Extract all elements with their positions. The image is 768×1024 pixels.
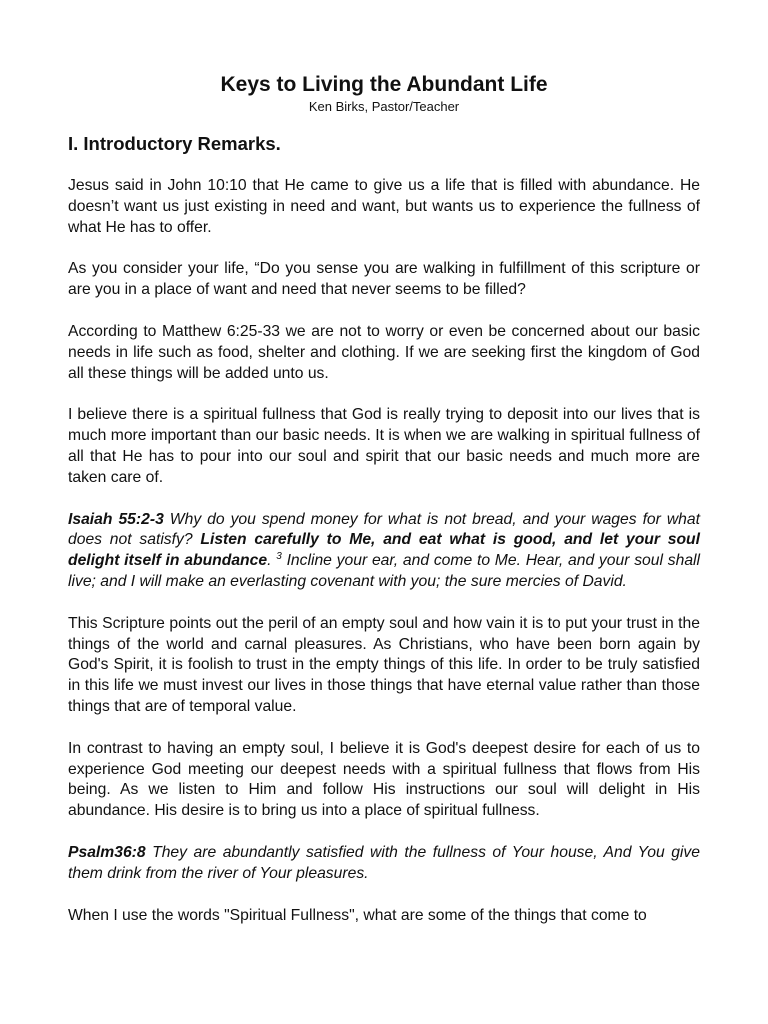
document-title: Keys to Living the Abundant Life [220,73,548,96]
scripture-emphasis: Listen carefully to Me, and eat what is good, and let your soul delight itself in abundance [68,531,700,570]
scripture-text: Why do you spend money for what is not bread, and your wages for what does not satisfy? [68,510,700,549]
scripture-text-continued: Incline your ear, and come to Me. Hear, and your soul shall live; and I will make an everlasting covenant with you; the sure mercies of David. [68,552,701,590]
document-content [68,72,700,947]
paragraph-3: According to Matthew 6:25-33 we are not to worry or even be concerned about our basic needs in life such as food, shelter and clothing. If we are seeking first the kingdom of God all these things will be added unto us. [68,322,700,382]
paragraph-2: As you consider your life, “Do you sense you are walking in fulfillment of this scripture or are you in a place of want and need that never seems to be filled? [68,260,700,299]
scripture-quote-isaiah [68,510,700,593]
scripture-punctuation: . [267,552,277,570]
section-heading: I. Introductory Remarks. [68,133,281,154]
scripture-quote-psalm [68,843,700,885]
verse-number: 3 [276,550,282,562]
scripture-text: They are abundantly satisfied with the fullness of Your house, And You give them drink from the river of Your pleasures. [68,843,700,882]
paragraph-7: When I use the words "Spiritual Fullness", what are some of the things that come to [68,906,647,924]
document-author: Ken Birks, Pastor/Teacher [308,99,460,114]
paragraph-6: In contrast to having an empty soul, I believe it is God's deepest desire for each of us to experience God meeting our deepest needs with a spiritual fullness that flows from His being. As we listen to Him and follow His instructions our soul will delight in His abundance. His desire is to bring us into a place of spiritual fullness. [68,739,700,820]
scripture-reference: Psalm36:8 [68,843,146,861]
scripture-reference: Isaiah 55:2-3 [68,510,164,528]
paragraph-4: I believe there is a spiritual fullness that God is really trying to deposit into our lives that is much more important than our basic needs. It is when we are walking in spiritual fullness of all that He has to pour into our soul and spirit that our basic needs and much more are taken care of. [68,406,700,486]
paragraph-5: This Scripture points out the peril of an empty soul and how vain it is to put your trust in the things of the world and carnal pleasures. As Christians, who have been born again by God's Spirit, it is foolish to trust in the empty things of this life. In order to be truly satisfied in this life we must invest our lives in those things that have eternal value rather than those things that are of temporal value. [68,614,700,715]
paragraph-1: Jesus said in John 10:10 that He came to give us a life that is filled with abundance. He doesn’t want us just existing in need and want, but wants us to experience the fullness of what He has to offer. [68,177,700,236]
